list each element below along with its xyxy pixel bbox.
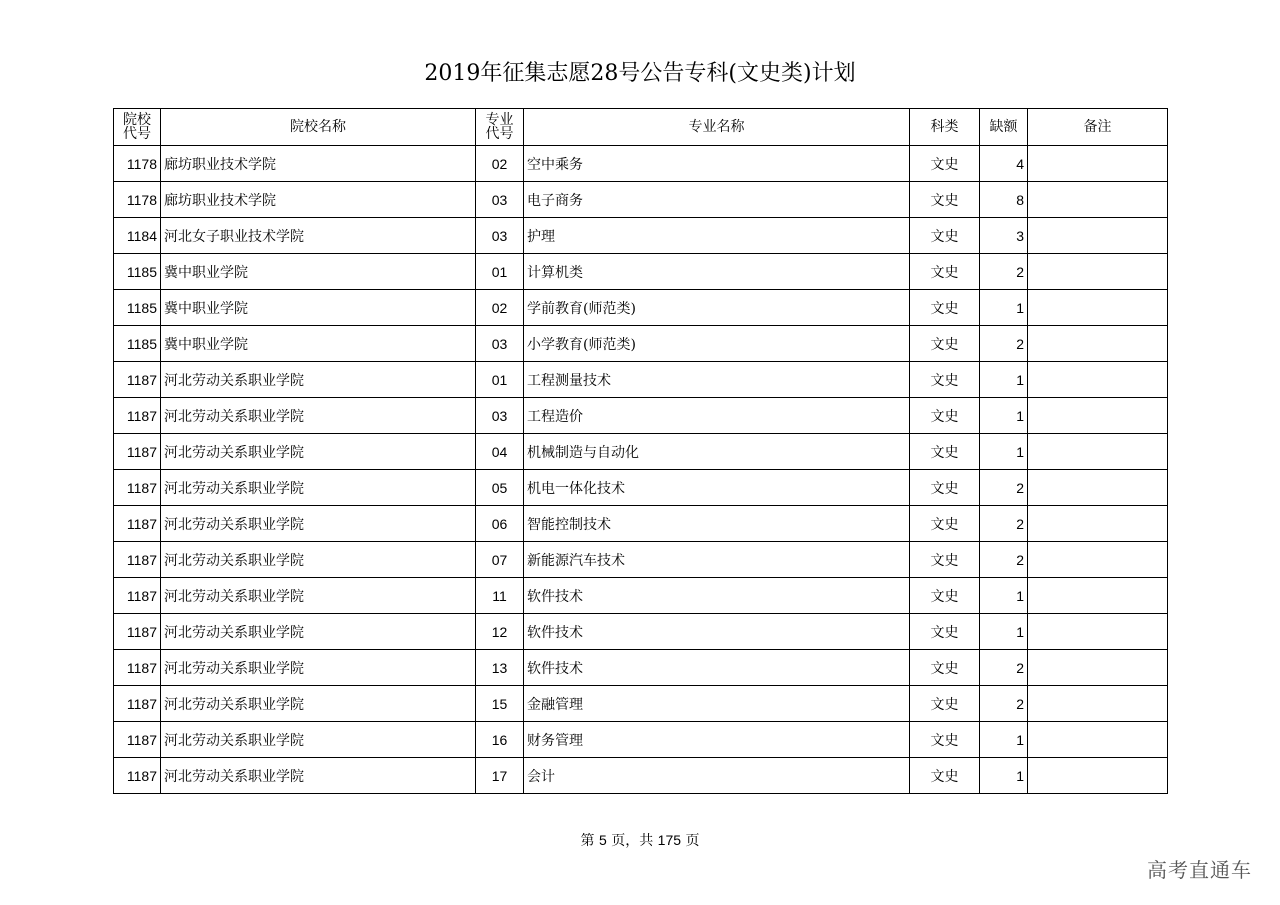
cell-category: 文史 xyxy=(910,290,980,326)
table-row xyxy=(114,146,1168,182)
cell-major-name: 软件技术 xyxy=(524,614,910,650)
cell-major-name: 学前教育(师范类) xyxy=(524,290,910,326)
header-major-name: 专业名称 xyxy=(524,109,910,146)
cell-major-name: 工程造价 xyxy=(524,398,910,434)
table-row xyxy=(114,434,1168,470)
cell-remarks xyxy=(1028,398,1168,434)
header-remarks: 备注 xyxy=(1028,109,1168,146)
cell-school-name: 河北劳动关系职业学院 xyxy=(161,578,476,614)
header-major-code-label: 专业代号 xyxy=(485,112,514,142)
cell-quota: 1 xyxy=(980,722,1028,758)
cell-school-name: 河北劳动关系职业学院 xyxy=(161,722,476,758)
page-footer xyxy=(0,830,1280,850)
cell-major-name: 机电一体化技术 xyxy=(524,470,910,506)
cell-remarks xyxy=(1028,542,1168,578)
table-row xyxy=(114,614,1168,650)
cell-school-code: 1187 xyxy=(114,506,161,542)
cell-school-code: 1187 xyxy=(114,686,161,722)
cell-quota: 2 xyxy=(980,506,1028,542)
cell-school-name: 冀中职业学院 xyxy=(161,254,476,290)
cell-school-code: 1185 xyxy=(114,326,161,362)
cell-major-name: 工程测量技术 xyxy=(524,362,910,398)
table-row xyxy=(114,254,1168,290)
table-row xyxy=(114,182,1168,218)
cell-school-code: 1187 xyxy=(114,758,161,794)
cell-category: 文史 xyxy=(910,182,980,218)
cell-quota: 2 xyxy=(980,470,1028,506)
cell-major-name: 软件技术 xyxy=(524,578,910,614)
cell-major-code: 03 xyxy=(476,326,524,362)
cell-school-name: 河北劳动关系职业学院 xyxy=(161,686,476,722)
cell-major-code: 12 xyxy=(476,614,524,650)
table-row xyxy=(114,758,1168,794)
cell-category: 文史 xyxy=(910,542,980,578)
cell-school-name: 廊坊职业技术学院 xyxy=(161,146,476,182)
cell-quota: 8 xyxy=(980,182,1028,218)
cell-category: 文史 xyxy=(910,686,980,722)
cell-quota: 3 xyxy=(980,218,1028,254)
cell-major-name: 机械制造与自动化 xyxy=(524,434,910,470)
table-row xyxy=(114,650,1168,686)
cell-school-code: 1187 xyxy=(114,542,161,578)
cell-remarks xyxy=(1028,146,1168,182)
cell-school-code: 1187 xyxy=(114,650,161,686)
cell-school-code: 1185 xyxy=(114,290,161,326)
cell-major-code: 16 xyxy=(476,722,524,758)
cell-quota: 1 xyxy=(980,398,1028,434)
cell-major-code: 03 xyxy=(476,398,524,434)
header-major-code xyxy=(476,109,524,146)
page-title: 2019年征集志愿28号公告专科(文史类)计划 xyxy=(424,61,856,86)
table-row xyxy=(114,686,1168,722)
cell-major-name: 会计 xyxy=(524,758,910,794)
cell-school-code: 1187 xyxy=(114,398,161,434)
cell-category: 文史 xyxy=(910,218,980,254)
cell-school-code: 1187 xyxy=(114,434,161,470)
cell-major-code: 03 xyxy=(476,218,524,254)
cell-school-name: 河北劳动关系职业学院 xyxy=(161,758,476,794)
cell-school-name: 河北劳动关系职业学院 xyxy=(161,362,476,398)
header-school-name: 院校名称 xyxy=(161,109,476,146)
cell-quota: 1 xyxy=(980,614,1028,650)
table-row xyxy=(114,362,1168,398)
cell-major-code: 05 xyxy=(476,470,524,506)
table-row xyxy=(114,578,1168,614)
cell-school-name: 河北劳动关系职业学院 xyxy=(161,470,476,506)
cell-major-code: 03 xyxy=(476,182,524,218)
cell-school-name: 河北劳动关系职业学院 xyxy=(161,650,476,686)
cell-school-code: 1185 xyxy=(114,254,161,290)
cell-category: 文史 xyxy=(910,398,980,434)
cell-major-code: 01 xyxy=(476,362,524,398)
cell-category: 文史 xyxy=(910,434,980,470)
cell-major-code: 15 xyxy=(476,686,524,722)
cell-quota: 1 xyxy=(980,578,1028,614)
cell-category: 文史 xyxy=(910,506,980,542)
table-header-row xyxy=(114,109,1168,146)
cell-category: 文史 xyxy=(910,362,980,398)
footer-total-pages: 175 xyxy=(657,832,682,848)
cell-school-name: 河北劳动关系职业学院 xyxy=(161,614,476,650)
cell-major-name: 金融管理 xyxy=(524,686,910,722)
cell-quota: 1 xyxy=(980,758,1028,794)
cell-quota: 4 xyxy=(980,146,1028,182)
cell-school-code: 1187 xyxy=(114,614,161,650)
table-body xyxy=(114,146,1168,794)
cell-major-code: 17 xyxy=(476,758,524,794)
cell-school-code: 1178 xyxy=(114,146,161,182)
cell-remarks xyxy=(1028,326,1168,362)
cell-major-code: 01 xyxy=(476,254,524,290)
cell-school-name: 冀中职业学院 xyxy=(161,326,476,362)
cell-school-code: 1187 xyxy=(114,362,161,398)
cell-school-code: 1187 xyxy=(114,578,161,614)
cell-major-code: 13 xyxy=(476,650,524,686)
cell-major-code: 11 xyxy=(476,578,524,614)
cell-remarks xyxy=(1028,578,1168,614)
cell-category: 文史 xyxy=(910,758,980,794)
footer-middle: 页，共 xyxy=(611,833,654,849)
cell-major-code: 06 xyxy=(476,506,524,542)
cell-school-code: 1187 xyxy=(114,722,161,758)
cell-school-name: 河北劳动关系职业学院 xyxy=(161,434,476,470)
footer-page-number: 5 xyxy=(598,832,607,848)
cell-remarks xyxy=(1028,722,1168,758)
cell-major-name: 新能源汽车技术 xyxy=(524,542,910,578)
cell-major-name: 软件技术 xyxy=(524,650,910,686)
table-row xyxy=(114,218,1168,254)
cell-school-name: 河北劳动关系职业学院 xyxy=(161,398,476,434)
table-row xyxy=(114,326,1168,362)
cell-school-name: 廊坊职业技术学院 xyxy=(161,182,476,218)
cell-quota: 2 xyxy=(980,686,1028,722)
header-school-code xyxy=(114,109,161,146)
cell-category: 文史 xyxy=(910,326,980,362)
cell-major-name: 财务管理 xyxy=(524,722,910,758)
cell-major-name: 护理 xyxy=(524,218,910,254)
table-row xyxy=(114,290,1168,326)
cell-category: 文史 xyxy=(910,578,980,614)
cell-major-code: 02 xyxy=(476,290,524,326)
cell-remarks xyxy=(1028,506,1168,542)
cell-school-code: 1184 xyxy=(114,218,161,254)
cell-remarks xyxy=(1028,254,1168,290)
cell-school-name: 河北劳动关系职业学院 xyxy=(161,542,476,578)
cell-category: 文史 xyxy=(910,146,980,182)
cell-quota: 2 xyxy=(980,650,1028,686)
cell-remarks xyxy=(1028,470,1168,506)
table-row xyxy=(114,470,1168,506)
cell-school-code: 1178 xyxy=(114,182,161,218)
cell-category: 文史 xyxy=(910,470,980,506)
cell-quota: 2 xyxy=(980,542,1028,578)
cell-school-code: 1187 xyxy=(114,470,161,506)
cell-major-code: 04 xyxy=(476,434,524,470)
table-row xyxy=(114,398,1168,434)
cell-quota: 2 xyxy=(980,254,1028,290)
cell-major-name: 电子商务 xyxy=(524,182,910,218)
cell-remarks xyxy=(1028,758,1168,794)
cell-category: 文史 xyxy=(910,254,980,290)
cell-major-code: 02 xyxy=(476,146,524,182)
cell-quota: 1 xyxy=(980,434,1028,470)
table-row xyxy=(114,542,1168,578)
cell-remarks xyxy=(1028,362,1168,398)
cell-category: 文史 xyxy=(910,650,980,686)
cell-quota: 1 xyxy=(980,290,1028,326)
cell-category: 文史 xyxy=(910,722,980,758)
cell-school-name: 河北女子职业技术学院 xyxy=(161,218,476,254)
footer-suffix: 页 xyxy=(685,833,700,849)
cell-remarks xyxy=(1028,218,1168,254)
cell-remarks xyxy=(1028,614,1168,650)
plan-table xyxy=(113,108,1168,794)
table-row xyxy=(114,506,1168,542)
cell-remarks xyxy=(1028,650,1168,686)
cell-remarks xyxy=(1028,182,1168,218)
table-row xyxy=(114,722,1168,758)
cell-quota: 1 xyxy=(980,362,1028,398)
cell-remarks xyxy=(1028,434,1168,470)
cell-school-name: 冀中职业学院 xyxy=(161,290,476,326)
watermark: 高考直通车 xyxy=(1147,858,1252,882)
cell-major-name: 小学教育(师范类) xyxy=(524,326,910,362)
cell-major-code: 07 xyxy=(476,542,524,578)
cell-remarks xyxy=(1028,290,1168,326)
cell-school-name: 河北劳动关系职业学院 xyxy=(161,506,476,542)
cell-quota: 2 xyxy=(980,326,1028,362)
cell-major-name: 计算机类 xyxy=(524,254,910,290)
header-quota: 缺额 xyxy=(980,109,1028,146)
footer-prefix: 第 xyxy=(580,833,595,849)
cell-remarks xyxy=(1028,686,1168,722)
cell-major-name: 空中乘务 xyxy=(524,146,910,182)
header-category: 科类 xyxy=(910,109,980,146)
cell-category: 文史 xyxy=(910,614,980,650)
header-school-code-label: 院校代号 xyxy=(123,112,151,142)
cell-major-name: 智能控制技术 xyxy=(524,506,910,542)
